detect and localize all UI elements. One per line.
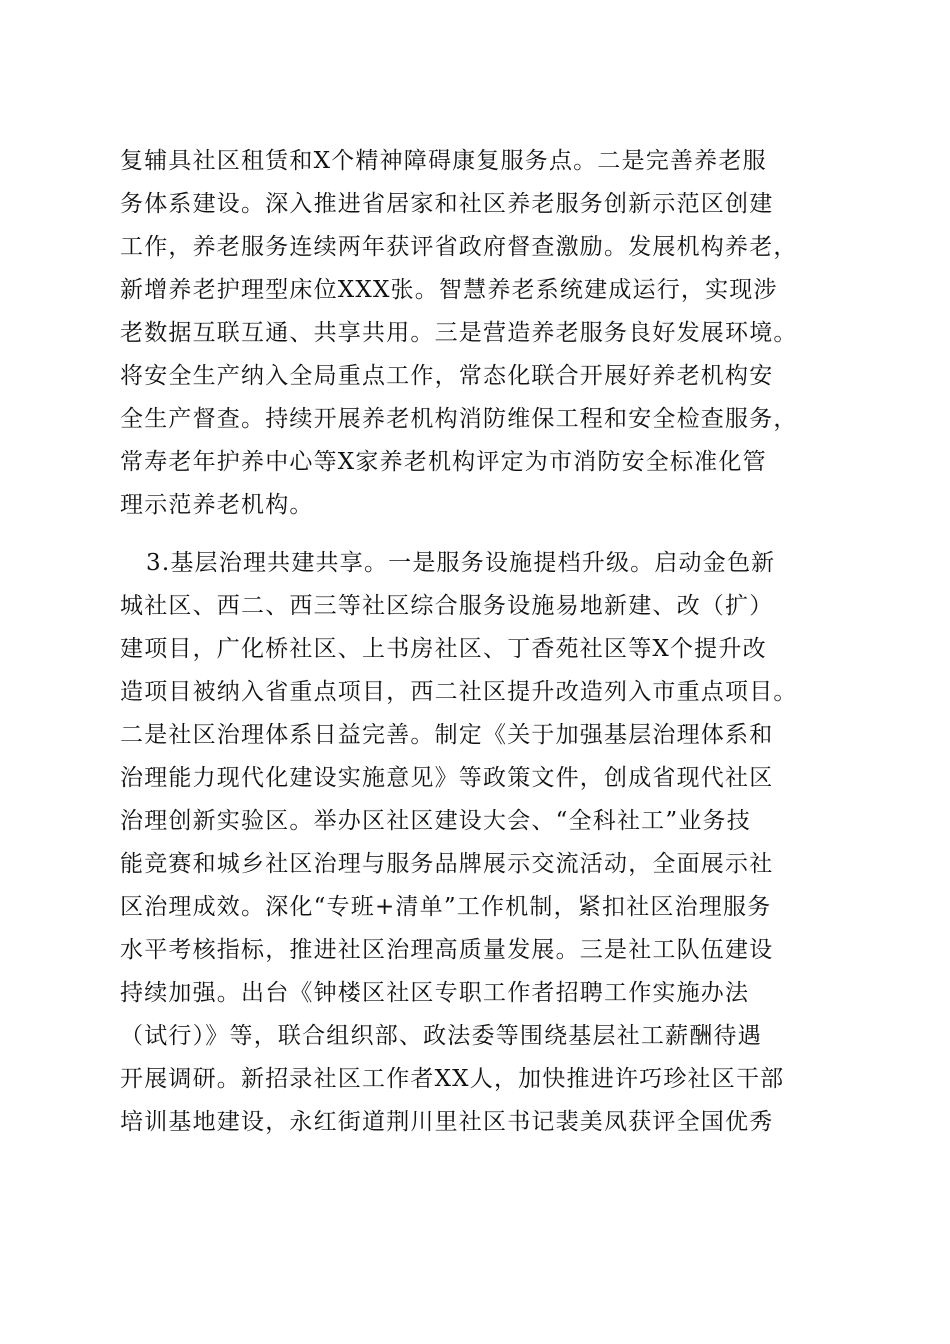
text-line: 开展调研。新招录社区工作者XX人，加快推进许巧珍社区干部 [120,1066,785,1092]
text-line: 将安全生产纳入全局重点工作，常态化联合开展好养老机构安 [120,363,774,389]
text-line: 全生产督查。持续开展养老机构消防维保工程和安全检查服务， [120,406,798,432]
text-line: 新增养老护理型床位XXX张。智慧养老系统建成运行，实现涉 [120,277,778,303]
text-line: 治理能力现代化建设实施意见》等政策文件，创成省现代社区 [120,765,774,791]
text-line: 二是社区治理体系日益完善。制定《关于加强基层治理体系和 [120,722,774,748]
text-line: 治理创新实验区。举办区社区建设大会、“全科社工”业务技 [120,808,751,834]
text-line: 能竞赛和城乡社区治理与服务品牌展示交流活动，全面展示社 [120,851,774,877]
text-line: 区治理成效。深化“专班+清单”工作机制，紧扣社区治理服务 [120,894,772,920]
text-line: 建项目，广化桥社区、上书房社区、丁香苑社区等X个提升改 [120,636,767,662]
paragraph-elderly-care [120,140,840,527]
text-line: 工作，养老服务连续两年获评省政府督查激励。发展机构养老， [120,234,798,260]
text-line: 老数据互联互通、共享共用。三是营造养老服务良好发展环境。 [120,320,798,346]
text-line: 造项目被纳入省重点项目，西二社区提升改造列入市重点项目。 [120,679,798,705]
paragraph-heading-line: 3.基层治理共建共享。一是服务设施提档升级。启动金色新 [146,550,776,576]
text-line: 城社区、西二、西三等社区综合服务设施易地新建、改（扩） [120,593,774,619]
text-line: 持续加强。出台《钟楼区社区专职工作者招聘工作实施办法 [120,980,750,1006]
text-line: 复辅具社区租赁和X个精神障碍康复服务点。二是完善养老服 [120,148,767,174]
text-line: 常寿老年护养中心等X家养老机构评定为市消防安全标准化管 [120,449,767,475]
text-line: 培训基地建设，永红街道荆川里社区书记裴美凤获评全国优秀 [120,1109,774,1135]
text-line: 务体系建设。深入推进省居家和社区养老服务创新示范区创建 [120,191,774,217]
text-line: （试行）》等，联合组织部、政法委等围绕基层社工薪酬待遇 [120,1023,762,1049]
text-line: 水平考核指标，推进社区治理高质量发展。三是社工队伍建设 [120,937,774,963]
text-line: 理示范养老机构。 [120,492,314,518]
paragraph-grassroots-governance [120,542,840,1144]
